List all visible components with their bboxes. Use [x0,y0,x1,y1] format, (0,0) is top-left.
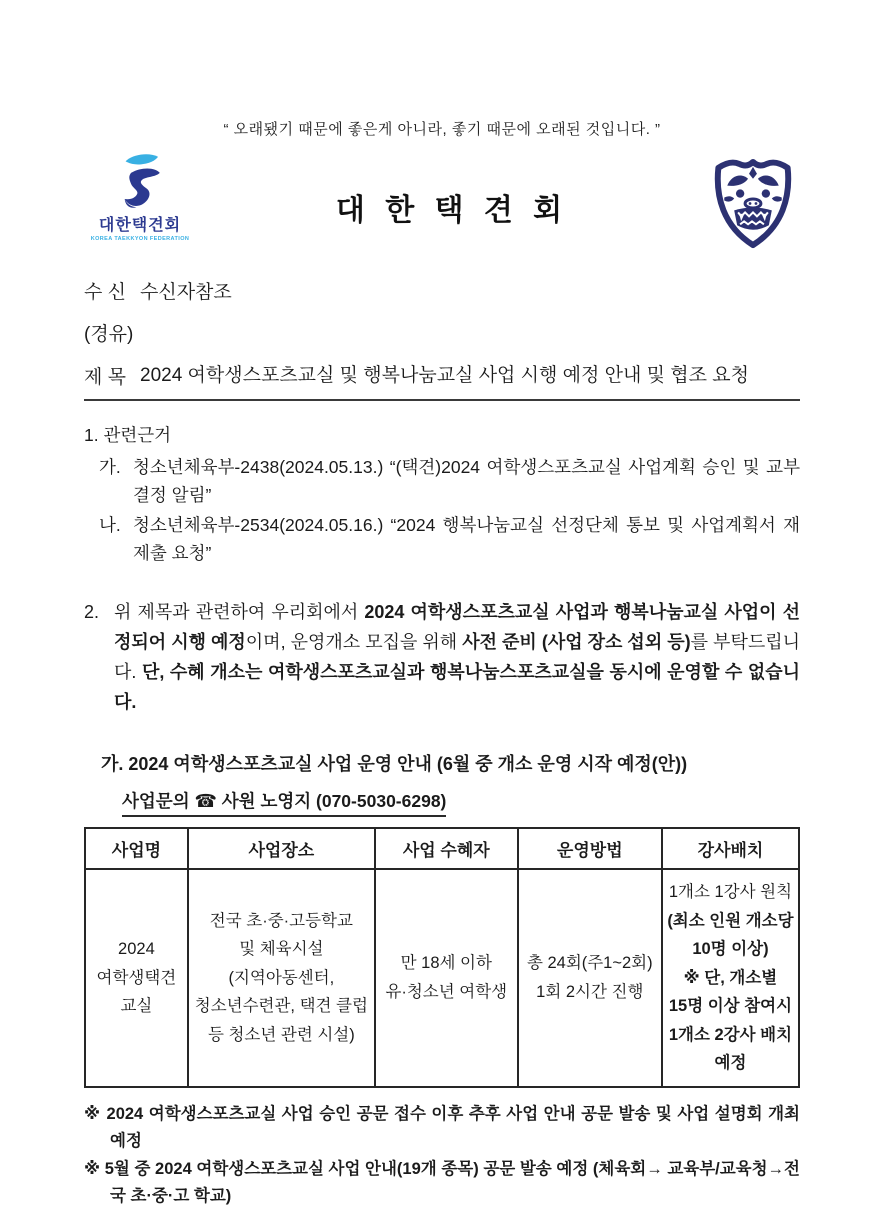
footnote: ※ 2024 여학생스포츠교실 사업 승인 공문 접수 이후 추후 사업 안내 공문 발송 및 사업 설명회 개최 예정 [84,1104,800,1150]
reference-item-text: 청소년체육부-2534(2024.05.16.) “2024 행복나눔교실 선정단체 통보 및 사업계획서 재제출 요청” [133,515,800,563]
footnotes [84,1101,800,1210]
subject-value: 2024 여학생스포츠교실 및 행복나눔교실 사업 시행 예정 안내 및 협조 요청 [140,365,749,386]
section2-text: 위 제목과 관련하여 우리회에서 2024 여학생스포츠교실 사업과 행복나눔교실 사업이 선정되어 시행 예정이며, 운영개소 모집을 위해 사전 준비 (사업 장소 섭외 등)를 부탁드립니다. 단, 수혜 개소는 여학생스포츠교실과 행복나눔스포츠교실을 동시에 운영할 수 없습니다. [114,602,801,712]
recipient-label: 수 신 [84,282,126,303]
col-header-beneficiary: 사업 수혜자 [375,828,518,869]
col-header-program-name: 사업명 [85,828,188,869]
col-header-location: 사업장소 [188,828,375,869]
reference-item-label: 나. [99,515,121,535]
recipient-block [84,277,800,390]
cell-instructor [662,869,799,1087]
via-label: (경유) [84,324,134,345]
reference-item-label: 가. [99,457,121,477]
logo-korean-name: 대한택견회 [98,217,182,234]
reference-item-text: 청소년체육부-2438(2024.05.13.) “(택견)2024 여학생스포츠교실 사업계획 승인 및 교부결정 알림” [133,457,800,505]
reference-item [84,511,800,567]
federation-emblem [708,151,800,257]
subject-label: 제 목 [84,367,126,388]
logo-english-name: KOREA TAEKKYON FEDERATION [90,236,190,242]
recipient-row [84,277,800,304]
section1-heading: 1. 관련근거 [84,425,172,445]
contact-person-phone: 사원 노영지 (070-5030-6298) [216,791,447,811]
cell-beneficiary: 만 18세 이하 유·청소년 여학생 [375,869,518,1087]
subsection-program-guide [84,752,800,817]
table-row [85,869,799,1087]
subject-row [84,361,800,390]
col-header-instructor: 강사배치 [662,828,799,869]
section-main-notice [84,597,800,717]
instructor-principle: 1개소 1강사 원칙 [668,883,793,901]
section-related-basis [84,421,800,567]
dragon-shield-emblem-icon [708,153,798,252]
phone-icon: ☎ [194,791,217,811]
organization-title: 대 한 택 견 회 [335,194,569,227]
section2-number: 2. [84,602,100,622]
cell-operation: 총 24회(주1~2회) 1회 2시간 진행 [518,869,662,1087]
header-quote: “ 오래됐기 때문에 좋은게 아니라, 좋기 때문에 오래된 것입니다. ” [223,121,661,138]
cell-location: 전국 초·중·고등학교 및 체육시설 (지역아동센터, 청소년수련관, 택견 클럽 등 청소년 관련 시설) [188,869,375,1087]
subsection-heading: 가. 2024 여학생스포츠교실 사업 운영 안내 (6월 중 개소 운영 시작 예정(안)) [101,754,688,774]
document-header [84,151,800,255]
reference-item [84,453,800,509]
table-header-row [85,828,799,869]
recipient-value: 수신자참조 [140,282,232,303]
program-info-table [84,827,800,1088]
contact-prefix: 사업문의 [122,791,195,811]
via-row [84,319,800,346]
federation-logo [84,151,196,242]
instructor-detail: (최소 인원 개소당 10명 이상) ※ 단, 개소별 15명 이상 참여시 1개소 2강사 배치 예정 [667,911,794,1072]
header-divider [84,399,800,401]
col-header-operation: 운영방법 [518,828,662,869]
taekkyon-figure-logo-icon [113,151,167,211]
contact-line [122,788,446,817]
footnote: ※ 5월 중 2024 여학생스포츠교실 사업 안내(19개 종목) 공문 발송 예정 (체육회→ 교육부/교육청→전국 초·중·고 학교) [84,1159,800,1205]
cell-program-name: 2024 여학생택견 교실 [85,869,188,1087]
